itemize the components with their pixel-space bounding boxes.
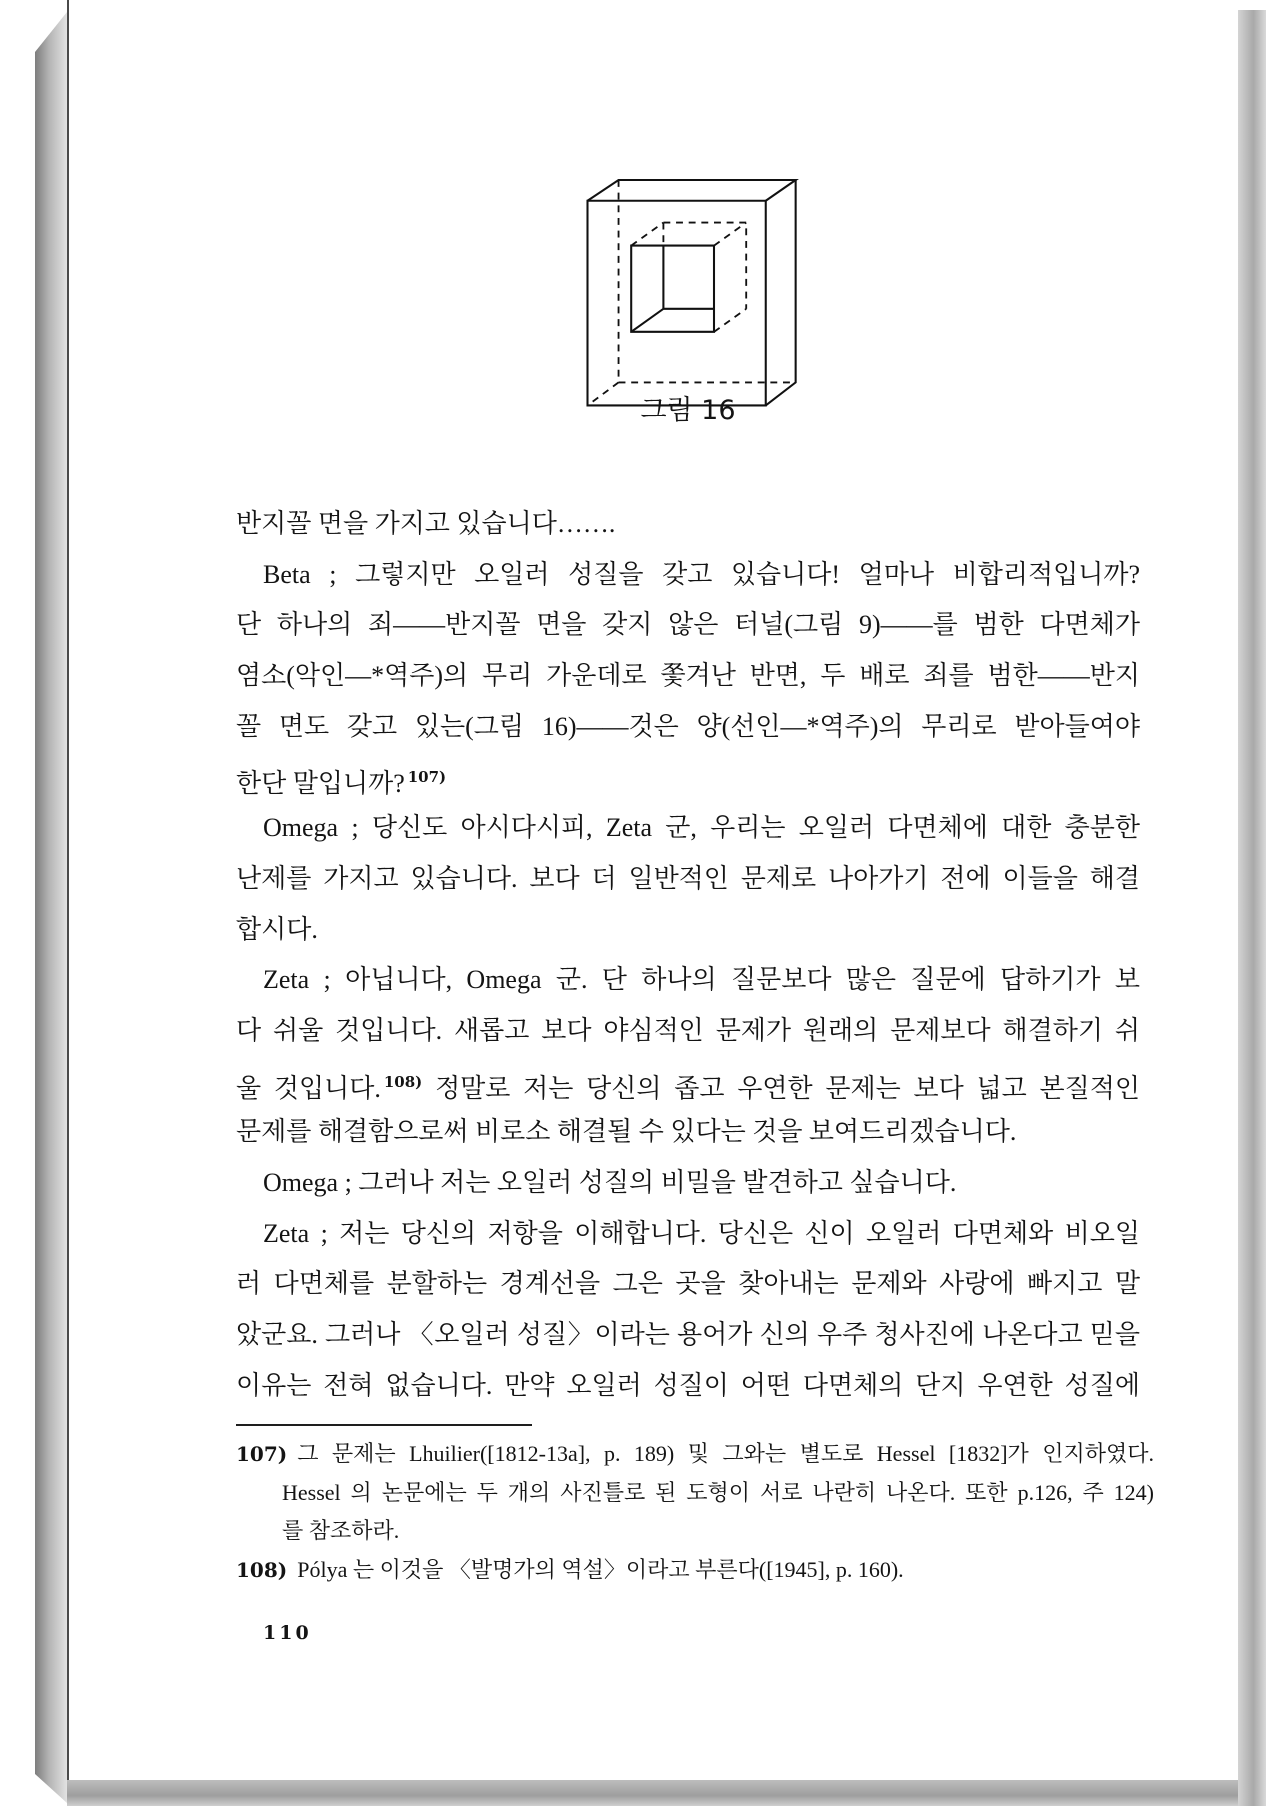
body-text xyxy=(236,499,1140,1411)
footnote-label: 108) xyxy=(236,1557,288,1582)
page-stack-edge xyxy=(35,12,67,1803)
text-line: Zeta ; 아닙니다, Omega 군. 단 하나의 질문보다 많은 질문에 답하기가 보 xyxy=(263,965,1140,995)
line-text: 한단 말입니까? xyxy=(236,769,405,799)
tunnel-hidden-edges xyxy=(631,223,746,332)
text-line: 꼴 면도 갖고 있는(그림 16)——것은 양(선인—*역주)의 무리로 받아들여야 xyxy=(236,711,1140,741)
box-front-face xyxy=(588,201,766,406)
page-number: 110 xyxy=(263,1622,312,1644)
text-line: Omega ; 당신도 아시다시피, Zeta 군, 우리는 오일러 다면체에 대한 충분한 xyxy=(263,813,1140,843)
footnote-text: Pólya 는 이것을 〈발명가의 역설〉이라고 부른다([1945], p. 160). xyxy=(297,1556,904,1582)
text-line: 단 하나의 죄——반지꼴 면을 갖지 않은 터널(그림 9)——를 범한 다면체가 xyxy=(236,610,1140,640)
box-right-face xyxy=(766,180,796,405)
text-line: 이유는 전혀 없습니다. 만약 오일러 성질이 어떤 다면체의 단지 우연한 성질에 xyxy=(236,1370,1140,1400)
text-line: 다 쉬울 것입니다. 새롭고 보다 야심적인 문제가 원래의 문제보다 해결하기 쉬 xyxy=(236,1015,1140,1045)
box-hidden-edges xyxy=(588,180,796,405)
text-line: Omega ; 그러나 저는 오일러 성질의 비밀을 발견하고 싶습니다. xyxy=(263,1167,957,1197)
footnote-line xyxy=(236,1435,1154,1474)
text-line: 러 다면체를 분할하는 경계선을 그은 곳을 찾아내는 문제와 사랑에 빠지고 말 xyxy=(236,1269,1140,1299)
text-line: Beta ; 그렇지만 오일러 성질을 갖고 있습니다! 얼마나 비합리적입니까? xyxy=(263,559,1140,589)
text-line: 난제를 가지고 있습니다. 보다 더 일반적인 문제로 나아가기 전에 이들을 해결 xyxy=(236,863,1140,893)
text-line: 반지꼴 면을 가지고 있습니다……. xyxy=(236,509,616,538)
text-line xyxy=(236,1057,1140,1108)
footnote-ref-107: 107) xyxy=(407,768,447,787)
tunnel-inner-edges xyxy=(631,246,714,332)
footnote-ref-108: 108) xyxy=(383,1072,423,1091)
page-right-shadow xyxy=(1238,10,1266,1806)
paragraph-zeta xyxy=(236,955,1140,1158)
paragraph-zeta xyxy=(236,1209,1140,1412)
footnote-text: 그 문제는 Lhuilier([1812-13a], p. 189) 및 그와는 별도로 Hessel [1832]가 인지하였다. xyxy=(297,1441,1154,1466)
footnote-separator xyxy=(236,1424,532,1426)
text-line: 염소(악인—*역주)의 무리 가운데로 쫓겨난 반면, 두 배로 죄를 범한——반지 xyxy=(236,661,1140,691)
paragraph-omega xyxy=(236,1158,1140,1209)
text-line xyxy=(236,752,1140,803)
footnote-107 xyxy=(236,1435,1154,1551)
text-line: 문제를 해결함으로써 비로소 해결될 수 있다는 것을 보여드리겠습니다. xyxy=(236,1117,1017,1147)
footnote-108 xyxy=(236,1551,1154,1590)
footnote-line xyxy=(236,1551,1154,1590)
text-line: 았군요. 그러나 〈오일러 성질〉이라는 용어가 신의 우주 청사진에 나온다고 믿을 xyxy=(236,1320,1140,1349)
text-line: Zeta ; 저는 당신의 저항을 이해합니다. 당신은 신이 오일러 다면체와 비오일 xyxy=(263,1218,1140,1248)
footnote-label: 107) xyxy=(236,1442,288,1466)
footnote-line: 를 참조하라. xyxy=(282,1518,400,1543)
page-bottom-shadow xyxy=(67,1780,1238,1806)
figure-box-with-tunnel xyxy=(576,167,806,415)
tunnel-front-opening xyxy=(631,246,714,332)
footnote-line: Hessel 의 논문에는 두 개의 사진틀로 된 도형이 서로 나란히 나온다. 또한 p.126, 주 124) xyxy=(282,1479,1154,1505)
line-text: 울 것입니다. xyxy=(236,1073,381,1103)
line-text: 정말로 저는 당신의 좁고 우연한 문제는 보다 넓고 본질적인 xyxy=(435,1073,1140,1103)
paragraph-beta xyxy=(236,550,1140,803)
paragraph-omega xyxy=(236,803,1140,955)
footnotes xyxy=(236,1435,1154,1589)
text-line: 합시다. xyxy=(236,914,318,944)
figure-caption: 그림 16 xyxy=(640,395,736,426)
paragraph-continued xyxy=(236,499,1140,550)
